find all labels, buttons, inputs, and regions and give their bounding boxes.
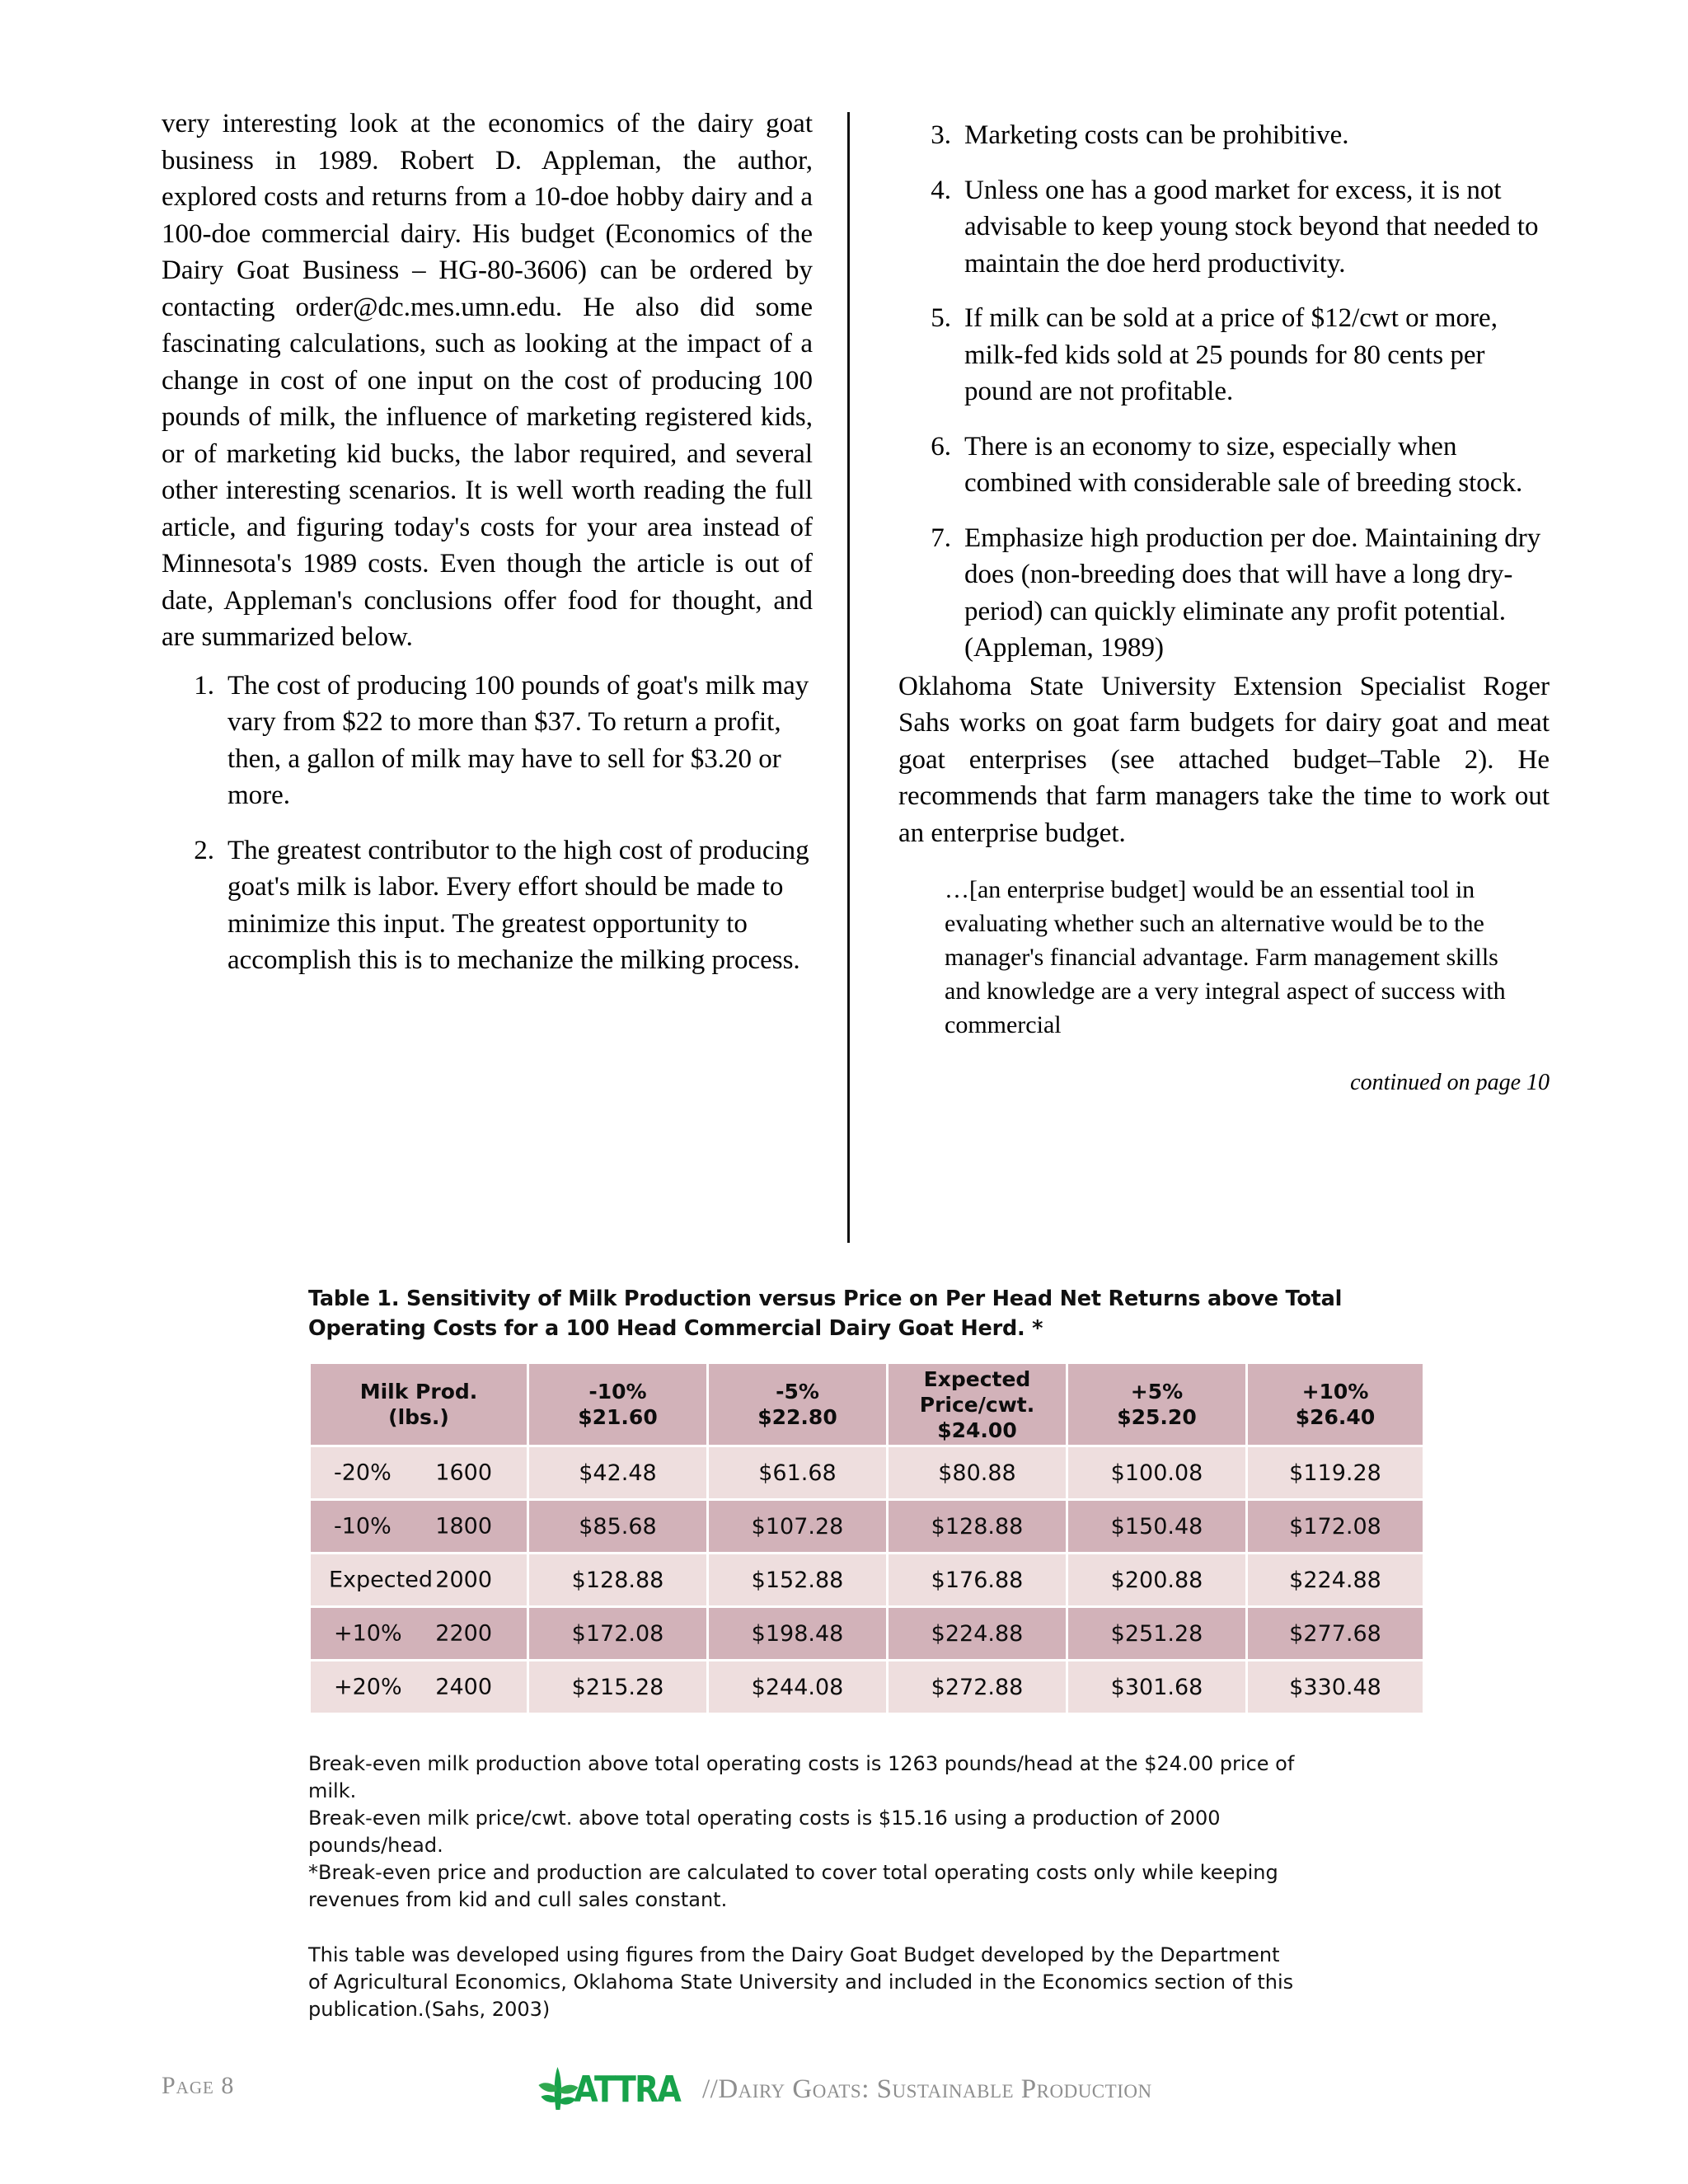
source-line: of Agricultural Economics, Oklahoma State University and included in the Economics section of this [308,1971,1294,1994]
list-item-number: 4. [931,175,951,205]
list-item-number: 1. [194,670,214,701]
table-body [311,1447,1423,1713]
row-pct: +20% [334,1674,402,1700]
note-line: *Break-even price and production are calculated to cover total operating costs only while keeping [308,1861,1278,1884]
list-item-number: 2. [194,835,214,865]
header-line: (lbs.) [388,1405,449,1429]
table-header [311,1364,1423,1445]
header-line: Milk Prod. [359,1380,478,1404]
list-item-text: Unless one has a good market for excess, it is not advisable to keep young stock beyond that needed to maintain the doe herd productivity. [964,175,1539,279]
row-lbs: 1600 [435,1460,492,1486]
table-cell: $119.28 [1248,1447,1423,1498]
left-numbered-list [162,668,813,979]
row-label-cell [311,1501,527,1552]
list-item [898,429,1550,502]
column-header-milk-prod [311,1364,527,1445]
table-block [308,1284,1421,1715]
row-pct: Expected [329,1567,433,1593]
table-cell: $200.88 [1068,1554,1245,1605]
attra-wordmark: ATTRA [574,2068,681,2111]
list-item-number: 6. [931,431,951,462]
footer-center [536,2064,1151,2115]
table-cell: $128.88 [889,1501,1066,1552]
row-label-cell [311,1554,527,1605]
row-pct: +10% [334,1620,402,1647]
table-notes [308,1750,1429,2023]
source-line: This table was developed using figures from the Dairy Goat Budget developed by the Department [308,1943,1280,1966]
column-divider-rule [847,112,850,1243]
list-item [898,300,1550,410]
note-line: Break-even milk price/cwt. above total operating costs is $15.16 using a production of 2000 [308,1807,1221,1830]
table-row [311,1501,1423,1552]
oklahoma-paragraph: Oklahoma State University Extension Specialist Roger Sahs works on goat farm budgets for dairy goat and meat goat enterprises (see attached budget–Table 2). He recommends that farm managers take the time to work out an enterprise budget. [898,671,1550,848]
leaf-icon [536,2064,579,2115]
attra-logo [536,2064,697,2115]
source-line: publication.(Sahs, 2003) [308,1998,551,2021]
table-cell: $330.48 [1248,1661,1423,1713]
column-header-minus10 [529,1364,706,1445]
column-header-minus5 [709,1364,886,1445]
page-number: Page 8 [162,2072,235,2099]
page-footer [0,2060,1688,2135]
table-row [311,1554,1423,1605]
right-numbered-list [898,117,1550,667]
table-cell: $277.68 [1248,1608,1423,1659]
table-cell: $61.68 [709,1447,886,1498]
list-item-text: The greatest contributor to the high cost of producing goat's milk is labor. Every effort should be made to minimize this input. The greatest opportunity to accomplish this is to mechanize the milking process. [227,835,809,975]
table-cell: $85.68 [529,1501,706,1552]
list-item [898,117,1550,154]
table-row [311,1608,1423,1659]
list-item-number: 7. [931,523,951,553]
right-column [898,105,1550,1119]
column-header-plus5 [1068,1364,1245,1445]
table-cell: $215.28 [529,1661,706,1713]
header-line: $24.00 [937,1418,1017,1442]
row-label-cell [311,1447,527,1498]
left-column [162,105,813,979]
intro-paragraph: very interesting look at the economics of the dairy goat business in 1989. Robert D. Appleman, the author, explored costs and returns from a 10-doe hobby dairy and a 100-doe commercial dairy. His budget (Economics of the Dairy Goat Business – HG-80-3606) can be ordered by contacting order@dc.mes.umn.edu. He also did some fascinating calculations, such as looking at the impact of a change in cost of one input on the cost of producing 100 pounds of milk, the influence of marketing registered kids, or of marketing kid bucks, the labor required, and several other interesting scenarios. It is well worth reading the full article, and figuring today's costs for your area instead of Minnesota's 1989 costs. Even though the article is out of date, Appleman's conclusions offer food for thought, and are summarized below. [162,109,813,652]
table-cell: $128.88 [529,1554,706,1605]
table-cell: $80.88 [889,1447,1066,1498]
header-line: Price/cwt. [919,1392,1035,1417]
table-cell: $42.48 [529,1447,706,1498]
note-line: pounds/head. [308,1834,443,1857]
table-cell: $251.28 [1068,1608,1245,1659]
table-cell: $301.68 [1068,1661,1245,1713]
row-pct: -10% [334,1513,392,1540]
list-item-number: 3. [931,120,951,150]
header-line: +5% [1130,1380,1184,1404]
list-item-text: Emphasize high production per doe. Maintaining dry does (non-breeding does that will have a long dry-period) can quickly eliminate any profit potential.(Appleman, 1989) [964,523,1541,663]
table-title: Table 1. Sensitivity of Milk Production versus Price on Per Head Net Returns above Total Operating Costs for a 100 Head Commercial Dairy Goat Herd. * [308,1286,1343,1341]
list-item-text: Marketing costs can be prohibitive. [964,120,1349,150]
table-row [311,1661,1423,1713]
header-line: $25.20 [1117,1405,1197,1429]
blockquote: …[an enterprise budget] would be an essential tool in evaluating whether such an alternative would be to the manager's financial advantage. Farm management skills and knowledge are a very integral aspect of success with commercial [945,876,1506,1038]
list-item-text: If milk can be sold at a price of $12/cwt or more, milk-fed kids sold at 25 pounds for 80 cents per pound are not profitable. [964,303,1498,406]
list-item-text: The cost of producing 100 pounds of goat's milk may vary from $22 to more than $37. To return a profit, then, a gallon of milk may have to sell for $3.20 or more. [227,670,809,810]
table-cell: $272.88 [889,1661,1066,1713]
table-header-row [311,1364,1423,1445]
note-line: milk. [308,1779,357,1802]
article-columns [162,105,1550,1226]
table-cell: $107.28 [709,1501,886,1552]
row-lbs: 2000 [435,1567,492,1593]
row-lbs: 2200 [435,1620,492,1647]
row-lbs: 2400 [435,1674,492,1700]
table-cell: $100.08 [1068,1447,1245,1498]
table-cell: $172.08 [1248,1501,1423,1552]
table-cell: $150.48 [1068,1501,1245,1552]
list-item [898,520,1550,667]
note-line: Break-even milk production above total operating costs is 1263 pounds/head at the $24.00 price of [308,1752,1295,1775]
header-line: $26.40 [1295,1405,1376,1429]
table-cell: $224.88 [1248,1554,1423,1605]
note-line: revenues from kid and cull sales constant. [308,1888,728,1911]
table-cell: $198.48 [709,1608,886,1659]
row-lbs: 1800 [435,1513,492,1540]
header-line: $22.80 [757,1405,837,1429]
table-cell: $176.88 [889,1554,1066,1605]
header-line: Expected [923,1366,1031,1391]
list-item [162,668,813,814]
header-line: -10% [588,1380,647,1404]
list-item-number: 5. [931,303,951,333]
header-line: -5% [776,1380,819,1404]
column-header-plus10 [1248,1364,1423,1445]
footer-title: //Dairy Goats: Sustainable Production [702,2074,1152,2104]
table-cell: $244.08 [709,1661,886,1713]
list-item [162,832,813,979]
header-line: $21.60 [578,1405,658,1429]
table-cell: $152.88 [709,1554,886,1605]
table-row [311,1447,1423,1498]
list-item [898,172,1550,283]
header-line: +10% [1301,1380,1369,1404]
continued-note: continued on page 10 [1350,1070,1550,1095]
row-pct: -20% [334,1460,392,1486]
list-item-text: There is an economy to size, especially when combined with considerable sale of breeding stock. [964,431,1523,498]
table-cell: $224.88 [889,1608,1066,1659]
column-header-expected [889,1364,1066,1445]
table-cell: $172.08 [529,1608,706,1659]
row-label-cell [311,1608,527,1659]
sensitivity-table [308,1361,1425,1715]
row-label-cell [311,1661,527,1713]
